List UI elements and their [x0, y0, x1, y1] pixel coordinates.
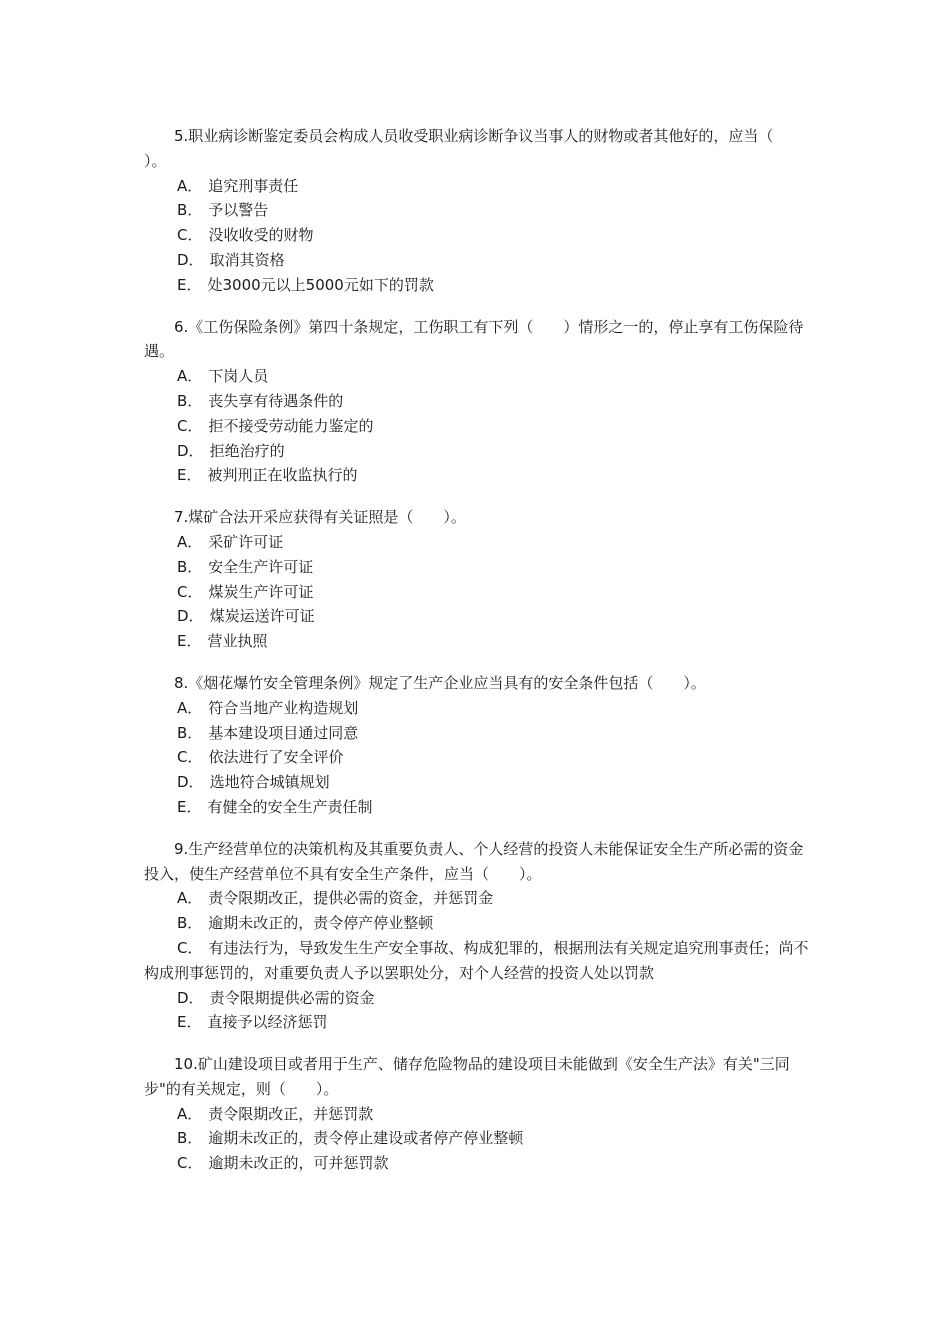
- option-text: 煤炭生产许可证: [208, 582, 314, 601]
- option-text: 采矿许可证: [208, 532, 284, 551]
- option-letter: D．: [177, 988, 204, 1007]
- option-b: [144, 721, 814, 746]
- option-letter: E．: [177, 466, 202, 485]
- option-a: [144, 364, 814, 389]
- option-b: [144, 1126, 814, 1151]
- option-text: 煤炭运送许可证: [209, 607, 315, 626]
- option-b: [144, 389, 814, 414]
- option-a: [144, 174, 814, 199]
- document-page: [144, 124, 814, 1193]
- option-letter: A．: [177, 532, 203, 551]
- option-letter: B．: [177, 557, 203, 576]
- question-stem: 10.矿山建设项目或者用于生产、储存危险物品的建设项目未能做到《安全生产法》有关"三同步"的有关规定，则（ ）。: [144, 1055, 790, 1098]
- option-text: 逾期未改正的，责令停产停业整顿: [208, 914, 434, 933]
- option-d: [144, 439, 814, 464]
- option-text: 选地符合城镇规划: [209, 773, 330, 792]
- option-text: 拒绝治疗的: [209, 441, 285, 460]
- question-8: [144, 671, 814, 820]
- option-text: 责令限期改正，并惩罚款: [208, 1104, 374, 1123]
- option-letter: E．: [177, 632, 202, 651]
- option-letter: C．: [177, 416, 203, 435]
- option-e: [144, 1010, 814, 1035]
- option-c: [144, 936, 814, 986]
- option-e: [144, 273, 814, 298]
- option-text: 营业执照: [207, 632, 268, 651]
- option-text: 被判刑正在收监执行的: [207, 466, 358, 485]
- option-letter: D．: [177, 441, 204, 460]
- option-letter: A．: [177, 889, 203, 908]
- option-e: [144, 629, 814, 654]
- option-text: 依法进行了安全评价: [208, 748, 344, 767]
- option-text: 符合当地产业构造规划: [208, 698, 359, 717]
- option-letter: C．: [177, 1154, 203, 1173]
- option-text: 下岗人员: [208, 367, 269, 386]
- question-6: [144, 315, 814, 489]
- option-text: 逾期未改正的，责令停止建设或者停产停业整顿: [208, 1129, 524, 1148]
- option-letter: E．: [177, 797, 202, 816]
- option-d: [144, 604, 814, 629]
- option-letter: C．: [177, 938, 203, 957]
- option-letter: A．: [177, 1104, 203, 1123]
- option-text: 予以警告: [208, 201, 269, 220]
- option-d: [144, 770, 814, 795]
- option-letter: A．: [177, 367, 203, 386]
- option-text: 丧失享有待遇条件的: [208, 391, 344, 410]
- option-c: [144, 580, 814, 605]
- option-a: [144, 886, 814, 911]
- option-letter: C．: [177, 582, 203, 601]
- option-text: 处3000元以上5000元如下的罚款: [207, 275, 434, 294]
- option-c: [144, 745, 814, 770]
- option-letter: D．: [177, 773, 204, 792]
- option-letter: A．: [177, 698, 203, 717]
- question-stem: 8.《烟花爆竹安全管理条例》规定了生产企业应当具有的安全条件包括（ ）。: [174, 673, 706, 692]
- option-letter: B．: [177, 723, 203, 742]
- question-stem: 9.生产经营单位的决策机构及其重要负责人、个人经营的投资人未能保证安全生产所必需的资金投入，使生产经营单位不具有安全生产条件，应当（ ）。: [144, 839, 804, 883]
- option-letter: D．: [177, 607, 204, 626]
- option-letter: B．: [177, 914, 203, 933]
- question-10: [144, 1052, 814, 1176]
- option-c: [144, 414, 814, 439]
- option-text: 拒不接受劳动能力鉴定的: [208, 416, 374, 435]
- question-stem: 5.职业病诊断鉴定委员会构成人员收受职业病诊断争议当事人的财物或者其他好的，应当（ ）。: [144, 127, 804, 170]
- option-d: [144, 248, 814, 273]
- option-text: 逾期未改正的，可并惩罚款: [208, 1154, 389, 1173]
- option-letter: E．: [177, 1013, 202, 1032]
- option-b: [144, 555, 814, 580]
- option-e: [144, 463, 814, 488]
- option-letter: C．: [177, 226, 203, 245]
- option-letter: D．: [177, 250, 204, 269]
- option-c: [144, 223, 814, 248]
- option-e: [144, 795, 814, 820]
- option-d: [144, 986, 814, 1011]
- option-a: [144, 1102, 814, 1127]
- option-letter: B．: [177, 391, 203, 410]
- option-letter: C．: [177, 748, 203, 767]
- option-text: 有健全的安全生产责任制: [207, 797, 373, 816]
- option-b: [144, 198, 814, 223]
- option-text: 基本建设项目通过同意: [208, 723, 359, 742]
- question-7: [144, 505, 814, 654]
- option-a: [144, 696, 814, 721]
- option-text: 安全生产许可证: [208, 557, 314, 576]
- option-text: 直接予以经济惩罚: [207, 1013, 328, 1032]
- option-text: 责令限期改正，提供必需的资金，并惩罚金: [208, 889, 494, 908]
- option-text: 责令限期提供必需的资金: [209, 988, 375, 1007]
- option-text: 有违法行为，导致发生生产安全事故、构成犯罪的，根据刑法有关规定追究刑事责任；尚不构成刑事惩罚的，对重要负责人予以罢职处分，对个人经营的投资人处以罚款: [144, 938, 809, 982]
- option-letter: B．: [177, 201, 203, 220]
- option-text: 追究刑事责任: [208, 176, 299, 195]
- option-a: [144, 530, 814, 555]
- option-c: [144, 1151, 814, 1176]
- option-letter: E．: [177, 275, 202, 294]
- option-text: 没收收受的财物: [208, 226, 314, 245]
- option-letter: B．: [177, 1129, 203, 1148]
- question-5: [144, 124, 814, 298]
- option-letter: A．: [177, 176, 203, 195]
- option-text: 取消其资格: [209, 250, 285, 269]
- question-stem: 6.《工伤保险条例》第四十条规定，工伤职工有下列（ ）情形之一的，停止享有工伤保险待遇。: [144, 317, 804, 361]
- option-b: [144, 911, 814, 936]
- question-9: [144, 837, 814, 1035]
- question-stem: 7.煤矿合法开采应获得有关证照是（ ）。: [174, 508, 466, 527]
